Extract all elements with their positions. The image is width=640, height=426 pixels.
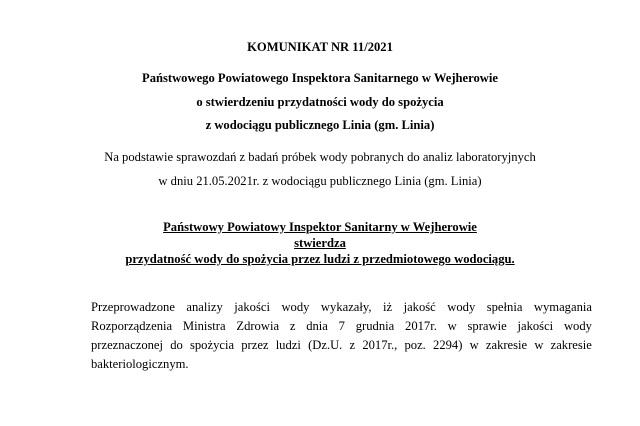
statement-line-1: Państwowy Powiatowy Inspektor Sanitarny w Wejherowie <box>163 220 477 234</box>
paragraph-word: przeznaczonej <box>91 338 164 352</box>
paragraph-word: dnia <box>306 319 328 333</box>
paragraph-word: iż <box>383 300 393 314</box>
paragraph-word: jakości <box>234 300 270 314</box>
statement-line-3: przydatność wody do spożycia przez ludzi z przedmiotowego wodociągu. <box>125 252 515 266</box>
paragraph-word: poz. <box>404 338 426 352</box>
paragraph-word: wody <box>447 300 476 314</box>
issuer-line-3: z wodociągu publicznego Linia (gm. Linia) <box>205 118 435 132</box>
paragraph-word: z <box>289 319 296 333</box>
paragraph-word: zakresie <box>550 338 592 352</box>
paragraph-word: przez <box>241 338 269 352</box>
paragraph-word: Rozporządzenia <box>91 319 173 333</box>
paragraph-word: Zdrowia <box>236 319 280 333</box>
paragraph-word: 7 <box>338 319 345 333</box>
paragraph-word: Ministra <box>182 319 226 333</box>
paragraph-word: zakresie <box>485 338 528 352</box>
paragraph-word: (Dz.U. <box>308 338 343 352</box>
paragraph-line-4: bakteriologicznym. <box>91 357 189 371</box>
paragraph-word: ludzi <box>275 338 301 352</box>
paragraph-word: Przeprowadzone <box>91 300 175 314</box>
paragraph-word: wykazały, <box>320 300 372 314</box>
basis-line-1: Na podstawie sprawozdań z badań próbek wody pobranych do analiz laboratoryjnych <box>104 150 536 164</box>
paragraph-line-3 <box>91 337 592 353</box>
paragraph-line-2 <box>91 318 592 334</box>
paragraph-word: wody <box>563 319 592 333</box>
paragraph-word: jakości <box>517 319 554 333</box>
issuer-line-1: Państwowego Powiatowego Inspektora Sanitarnego w Wejherowie <box>142 71 498 85</box>
paragraph-word: spełnia <box>486 300 523 314</box>
paragraph-word: w <box>469 338 479 352</box>
basis-line-2: w dniu 21.05.2021r. z wodociągu publicznego Linia (gm. Linia) <box>158 174 482 188</box>
paragraph-word: analizy <box>186 300 223 314</box>
paragraph-word: w <box>447 319 457 333</box>
paragraph-word: 2017r., <box>362 338 398 352</box>
paragraph-word: wymagania <box>533 300 592 314</box>
paragraph-word: grudnia <box>355 319 395 333</box>
paragraph-word: z <box>349 338 356 352</box>
paragraph-word: do <box>170 338 183 352</box>
paragraph-word: jakość <box>403 300 436 314</box>
document-title: KOMUNIKAT NR 11/2021 <box>247 40 393 54</box>
paragraph-word: spożycia <box>189 338 235 352</box>
issuer-line-2: o stwierdzeniu przydatności wody do spożycia <box>196 95 444 109</box>
statement-line-2: stwierdza <box>294 236 346 250</box>
paragraph-word: sprawie <box>467 319 507 333</box>
paragraph-word: wody <box>281 300 310 314</box>
paragraph-line-1 <box>91 299 592 315</box>
paragraph-word: 2017r. <box>405 319 437 333</box>
paragraph-word: w <box>534 338 544 352</box>
paragraph-word: 2294) <box>433 338 463 352</box>
